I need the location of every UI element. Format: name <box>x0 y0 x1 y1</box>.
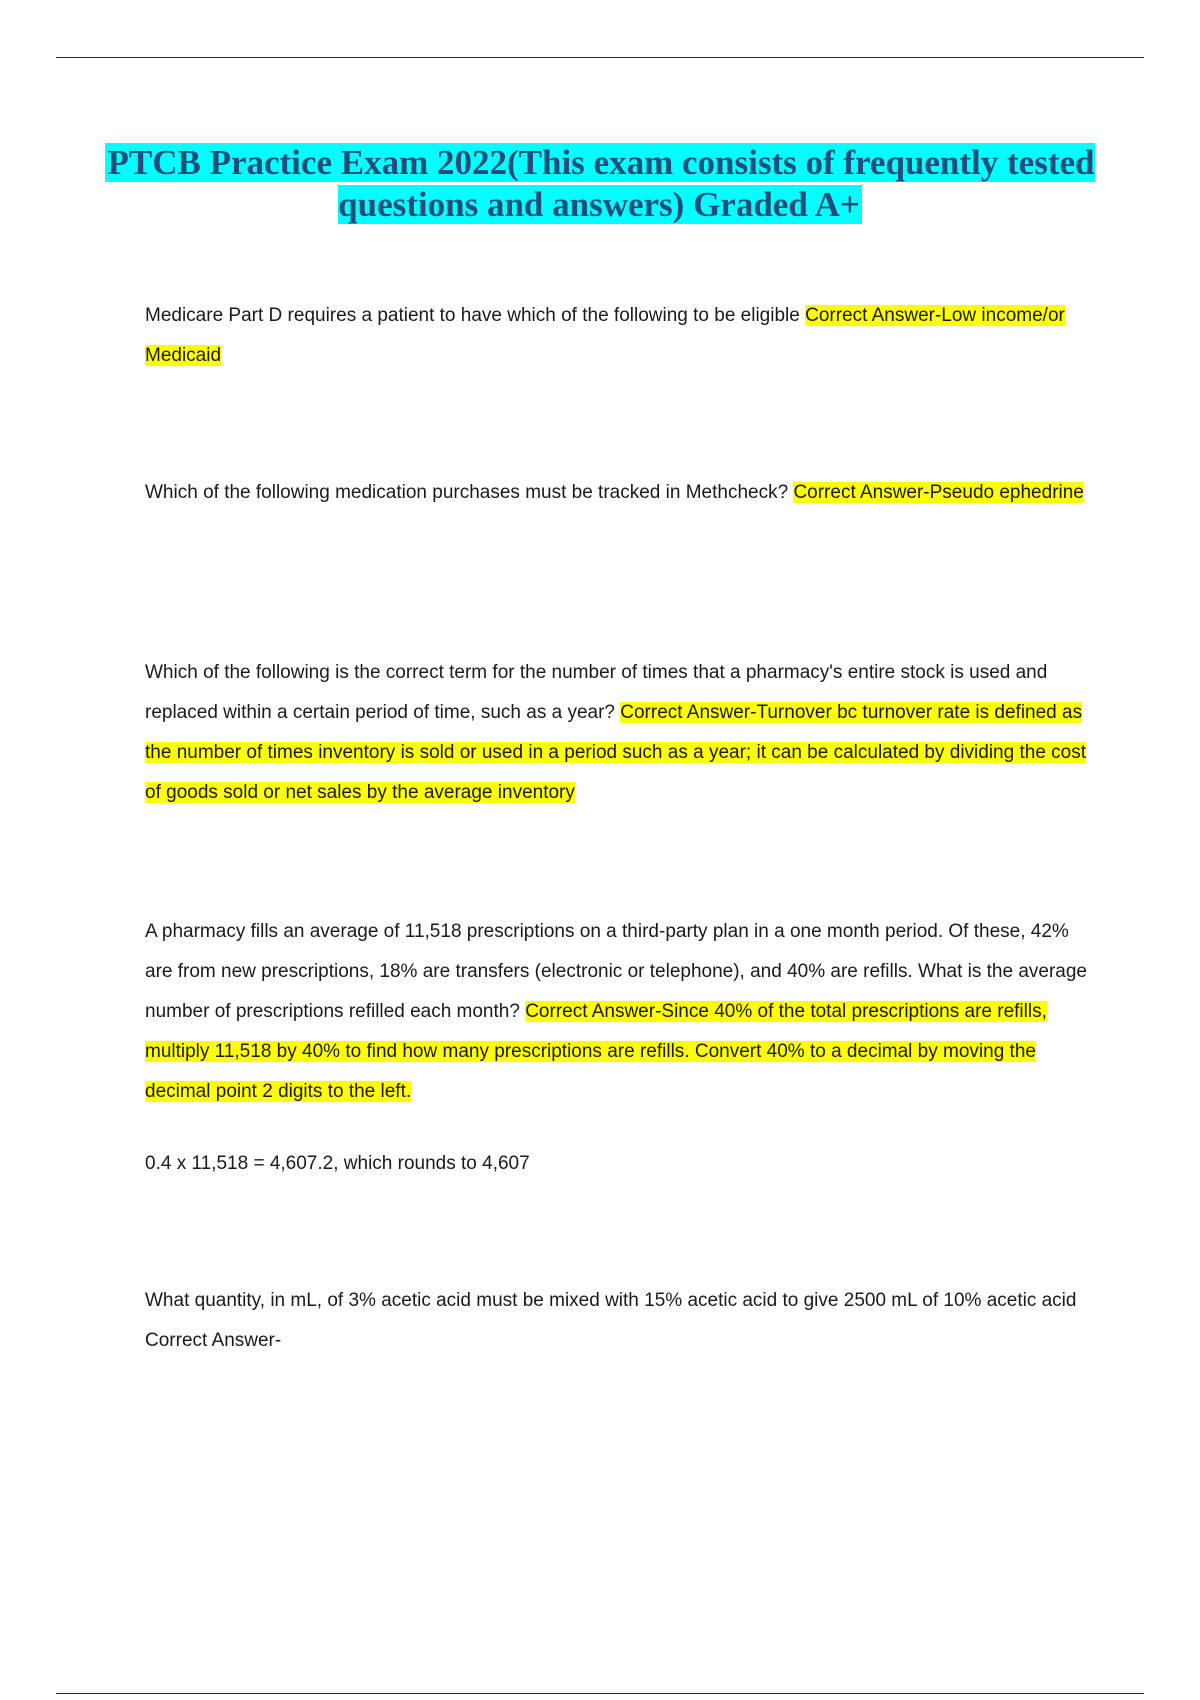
title-highlight: PTCB Practice Exam 2022(This exam consists of frequently tested questions and answers) Graded A+ <box>107 143 1095 224</box>
question-3 <box>145 653 1095 813</box>
correct-answer: Correct Answer-Turnover bc turnover rate is defined as the number of times inventory is sold or used in a period such as a year; it can be calculated by dividing the cost of goods sold or net sales by the average inventory <box>145 702 1087 803</box>
question-5 <box>145 1281 1095 1361</box>
document-title <box>100 142 1100 226</box>
answer-calculation: 0.4 x 11,518 = 4,607.2, which rounds to 4,607 <box>145 1153 530 1174</box>
question-1 <box>145 296 1095 376</box>
question-text: What quantity, in mL, of 3% acetic acid must be mixed with 15% acetic acid to give 2500 mL of 10% acetic acid Correct Answer- <box>145 1290 1077 1351</box>
header-rule <box>56 57 1144 58</box>
footer-rule <box>56 1693 1144 1694</box>
correct-answer: Correct Answer-Low income/or Medicaid <box>145 305 1065 366</box>
question-text: Which of the following is the correct term for the number of times that a pharmacy's entire stock is used and replaced within a certain period of time, such as a year? <box>145 662 1048 723</box>
question-2 <box>145 473 1095 513</box>
correct-answer: Correct Answer-Since 40% of the total prescriptions are refills, multiply 11,518 by 40% to find how many prescriptions are refills. Convert 40% to a decimal by moving the decimal point 2 digits to the left. <box>145 1001 1047 1102</box>
correct-answer: Correct Answer-Pseudo ephedrine <box>793 482 1084 503</box>
question-text: Which of the following medication purchases must be tracked in Methcheck? <box>145 482 794 503</box>
question-text: A pharmacy fills an average of 11,518 prescriptions on a third-party plan in a one month period. Of these, 42% are from new prescriptions, 18% are transfers (electronic or telephone), and 40% are refills. What is the average number of prescriptions refilled each month? <box>145 921 1088 1022</box>
question-4 <box>145 912 1095 1112</box>
question-text: Medicare Part D requires a patient to have which of the following to be eligible <box>145 305 806 326</box>
